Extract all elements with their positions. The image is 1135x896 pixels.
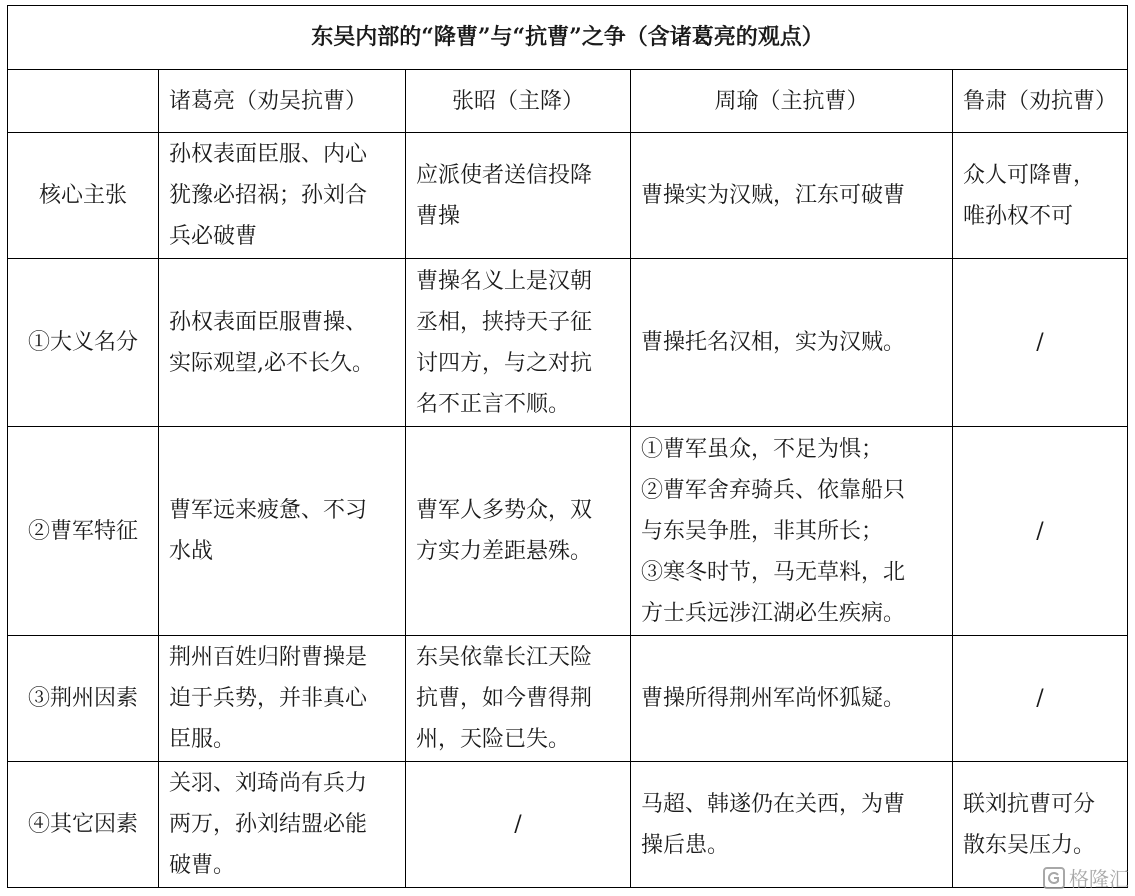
cell-line: 曹军人多势众，双: [416, 498, 593, 523]
cell-zhuge-liang: [159, 762, 406, 888]
header-zhou-yu: 周瑜（主抗曹）: [631, 70, 953, 133]
table-row: [8, 636, 1128, 762]
cell-line: 曹操托名汉相，实为汉贼。: [641, 330, 906, 355]
cell-line: 曹操实为汉贼，江东可破曹: [641, 183, 906, 208]
cell-line: 水战: [169, 539, 214, 564]
empty-mark: /: [514, 812, 522, 837]
cell-zhang-zhao: [406, 636, 631, 762]
cell-line: 方士兵远涉江湖必生疾病。: [641, 600, 906, 626]
cell-line: 曹操所得荆州军尚怀狐疑。: [641, 686, 906, 711]
header-zhang-zhao: 张昭（主降）: [406, 70, 631, 133]
table-row: [8, 427, 1128, 636]
comparison-table: [7, 5, 1128, 888]
cell-line: 实际观望,必不长久。: [169, 350, 374, 376]
cell-line: ③寒冬时节，马无草料，北: [641, 559, 906, 585]
header-corner-cell: [8, 70, 159, 133]
cell-lu-su: [953, 133, 1128, 259]
header-zhuge-liang: 诸葛亮（劝吴抗曹）: [159, 70, 406, 133]
cell-line: 孙权表面臣服曹操、: [169, 309, 368, 335]
cell-line: 散东吴压力。: [963, 832, 1096, 858]
row-label: ②曹军特征: [8, 427, 159, 636]
cell-line: 抗曹，如今曹得荆: [416, 686, 593, 711]
cell-zhang-zhao: [406, 762, 631, 888]
cell-line: 唯孙权不可: [963, 203, 1074, 229]
cell-line: 荆州百姓归附曹操是: [169, 645, 368, 670]
cell-line: 破曹。: [169, 853, 236, 878]
cell-line: 迫于兵势，并非真心: [169, 686, 368, 711]
cell-line: 名不正言不顺。: [416, 391, 571, 417]
cell-line: 臣服。: [169, 727, 236, 752]
cell-line: 曹军远来疲惫、不习: [169, 498, 368, 523]
cell-line: 关羽、刘琦尚有兵力: [169, 771, 368, 796]
cell-line: 与东吴争胜，非其所长；: [641, 518, 884, 544]
cell-line: 两万，孙刘结盟必能: [169, 812, 368, 837]
table-row: [8, 762, 1128, 888]
cell-zhang-zhao: [406, 259, 631, 427]
cell-line: 犹豫必招祸；孙刘合: [169, 183, 368, 208]
empty-mark: /: [1036, 686, 1044, 711]
cell-zhou-yu: [631, 762, 953, 888]
cell-zhou-yu: [631, 133, 953, 259]
row-label: ①大义名分: [8, 259, 159, 427]
cell-line: 操后患。: [641, 832, 730, 858]
empty-mark: /: [1036, 330, 1044, 355]
cell-line: 曹操: [416, 203, 461, 229]
table-title: 东吴内部的“降曹”与“抗曹”之争（含诸葛亮的观点）: [8, 6, 1128, 70]
cell-line: 方实力差距悬殊。: [416, 539, 593, 564]
cell-line: 东吴依靠长江天险: [416, 645, 593, 670]
cell-line: 众人可降曹，: [963, 162, 1096, 188]
row-label: ③荆州因素: [8, 636, 159, 762]
cell-zhou-yu: [631, 259, 953, 427]
cell-line: 曹操名义上是汉朝: [416, 268, 593, 294]
row-label: ④其它因素: [8, 762, 159, 888]
cell-lu-su: [953, 427, 1128, 636]
table-row: [8, 133, 1128, 259]
title-row: [8, 6, 1128, 70]
cell-line: 应派使者送信投降: [416, 162, 593, 188]
header-row: [8, 70, 1128, 133]
cell-zhang-zhao: [406, 427, 631, 636]
cell-zhuge-liang: [159, 636, 406, 762]
empty-mark: /: [1036, 518, 1044, 544]
cell-line: 马超、韩遂仍在关西，为曹: [641, 791, 906, 817]
row-label: 核心主张: [8, 133, 159, 259]
table-row: [8, 259, 1128, 427]
cell-line: ②曹军舍弃骑兵、依靠船只: [641, 477, 906, 503]
cell-line: 联刘抗曹可分: [963, 791, 1096, 817]
cell-zhuge-liang: [159, 259, 406, 427]
header-lu-su: 鲁肃（劝抗曹）: [953, 70, 1128, 133]
cell-zhou-yu: [631, 636, 953, 762]
cell-line: 兵必破曹: [169, 224, 258, 249]
gelonghui-logo-icon: [1043, 867, 1065, 889]
watermark-text: 格隆汇: [1069, 867, 1129, 891]
cell-line: 丞相，挟持天子征: [416, 309, 593, 335]
watermark: [1043, 863, 1129, 892]
cell-line: 孙权表面臣服、内心: [169, 142, 368, 167]
cell-zhuge-liang: [159, 133, 406, 259]
cell-zhang-zhao: [406, 133, 631, 259]
cell-line: 州，天险已失。: [416, 727, 571, 752]
cell-lu-su: [953, 636, 1128, 762]
cell-line: 讨四方，与之对抗: [416, 350, 593, 376]
cell-line: ①曹军虽众，不足为惧；: [641, 436, 884, 462]
cell-zhou-yu: [631, 427, 953, 636]
cell-lu-su: [953, 259, 1128, 427]
cell-zhuge-liang: [159, 427, 406, 636]
